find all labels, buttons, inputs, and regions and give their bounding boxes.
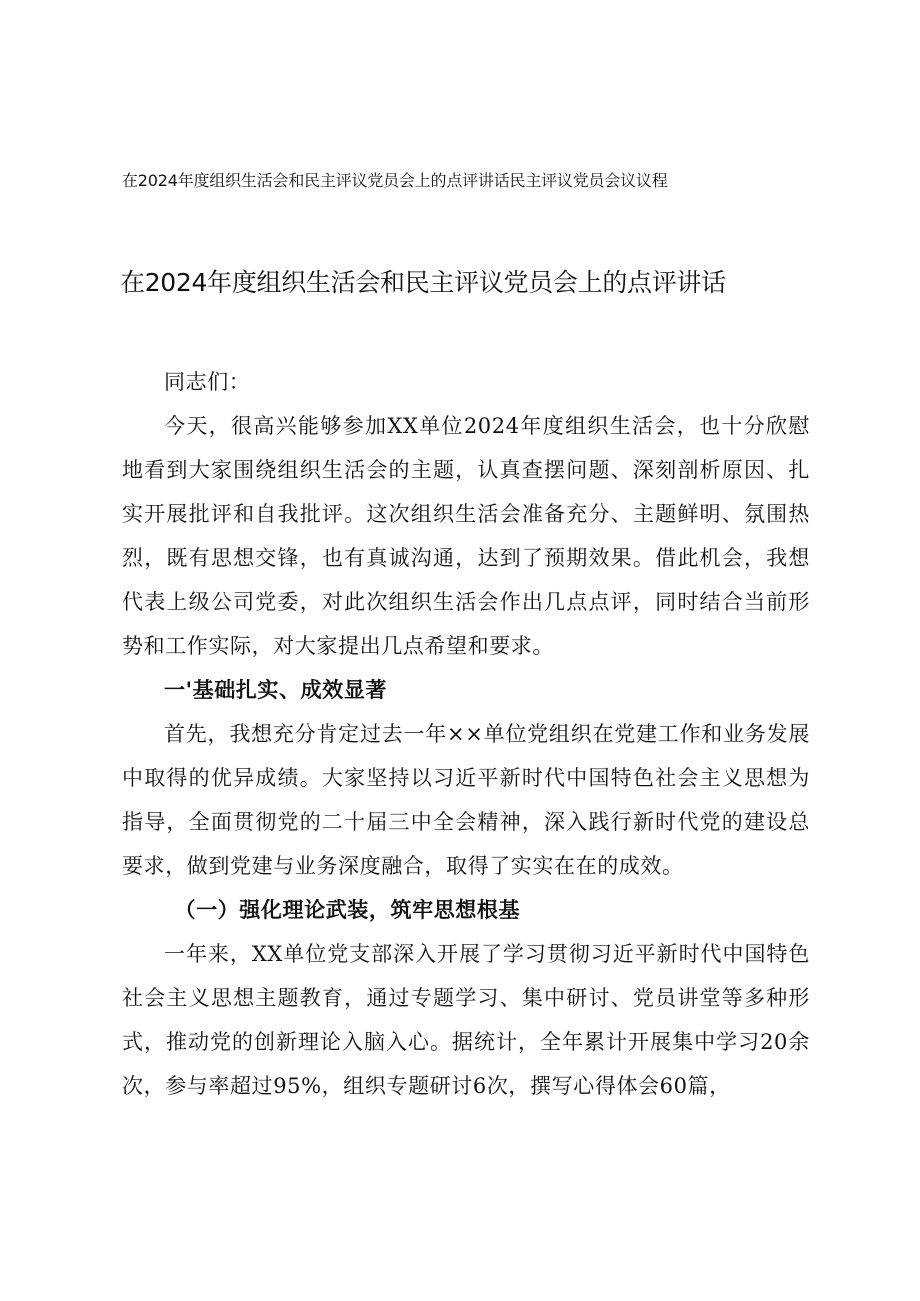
greeting: 同志们： [164,370,251,394]
running-title: 在2024年度组织生活会和民主评议党员会上的点评讲话民主评议党员会议议程 [122,171,668,190]
document-body [122,360,810,1108]
section-1-paragraph: 首先，我想充分肯定过去一年××单位党组织在党建工作和业务发展中取得的优异成绩。大家坚持以习近平新时代中国特色社会主义思想为指导，全面贯彻党的二十届三中全会精神，深入践行新时代党的建设总要求，做到党建与业务深度融合，取得了实实在在的成效。 [122,722,810,878]
intro-paragraph: 今天，很高兴能够参加XX单位2024年度组织生活会，也十分欣慰地看到大家围绕组织生活会的主题，认真查摆问题、深刻剖析原因、扎实开展批评和自我批评。这次组织生活会准备充分、主题鲜明、氛围热烈，既有思想交锋，也有真诚沟通，达到了预期效果。借此机会，我想代表上级公司党委，对此次组织生活会作出几点点评，同时结合当前形势和工作实际，对大家提出几点希望和要求。 [122,414,810,658]
document-title: 在2024年度组织生活会和民主评议党员会上的点评讲话 [120,268,726,297]
subsection-1-paragraph: 一年来，XX单位党支部深入开展了学习贯彻习近平新时代中国特色社会主义思想主题教育，通过专题学习、集中研讨、党员讲堂等多种形式，推动党的创新理论入脑入心。据统计，全年累计开展集中学习20余次，参与率超过95%，组织专题研讨6次，撰写心得体会60篇， [122,942,810,1098]
section-heading-1: 一'基础扎实、成效显著 [164,677,388,702]
subsection-heading-1: （一）强化理论武装，筑牢思想根基 [174,897,521,922]
